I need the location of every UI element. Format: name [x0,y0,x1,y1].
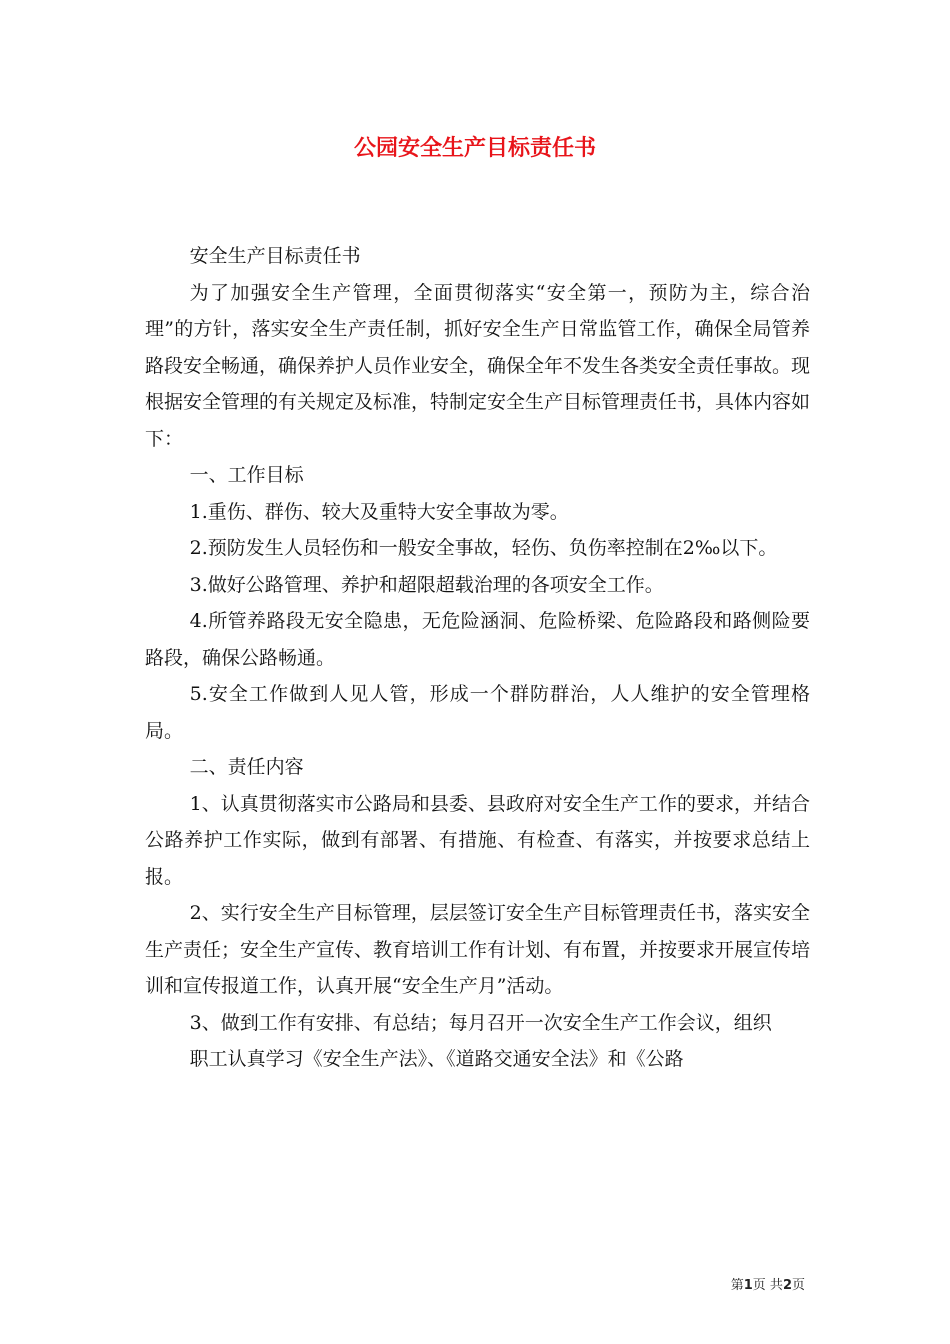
goal-item-1: 1.重伤、群伤、较大及重特大安全事故为零。 [189,500,569,523]
intro-paragraph: 为了加强安全生产管理，全面贯彻落实“安全第一，预防为主，综合治理”的方针，落实安全生产责任制，抓好安全生产日常监管工作，确保全局管养路段安全畅通，确保养护人员作业安全，确保全年不发生各类安全责任事故。现根据安全管理的有关规定及标准，特制定安全生产目标管理责任书，具体内容如下： [145,281,811,450]
goal-item-2: 2.预防发生人员轻伤和一般安全事故，轻伤、负伤率控制在2‰以下。 [189,537,778,559]
section-heading-responsibilities: 二、责任内容 [189,756,304,778]
footer-prefix: 第 [730,1278,744,1293]
responsibility-item-1: 1、认真贯彻落实市公路局和县委、县政府对安全生产工作的要求，并结合公路养护工作实际，做到有部署、有措施、有检查、有落实，并按要求总结上报。 [145,792,810,888]
responsibility-item-3: 3、做到工作有安排、有总结；每月召开一次安全生产工作会议，组织 [189,1011,772,1034]
page-footer [731,1277,805,1295]
footer-suffix: 页 [791,1278,805,1293]
document-body [145,238,810,1078]
goal-item-3: 3.做好公路管理、养护和超限超载治理的各项安全工作。 [189,573,664,596]
body-subtitle: 安全生产目标责任书 [189,245,361,267]
footer-total-pages: 2 [782,1278,792,1293]
page-title: 公园安全生产目标责任书 [353,136,596,161]
responsibility-item-2: 2、实行安全生产目标管理，层层签订安全生产目标管理责任书，落实安全生产责任；安全生产宣传、教育培训工作有计划、有布置，并按要求开展宣传培训和宣传报道工作，认真开展“安全生产月”活动。 [145,902,811,997]
goal-item-5: 5.安全工作做到人见人管，形成一个群防群治，人人维护的安全管理格局。 [145,683,810,742]
goal-item-4: 4.所管养路段无安全隐患，无危险涵洞、危险桥梁、危险路段和路侧险要路段，确保公路畅通。 [145,610,810,669]
responsibility-item-3-continued: 职工认真学习《安全生产法》、《道路交通安全法》和《公路 [189,1048,684,1070]
footer-middle: 页 共 [752,1278,783,1293]
footer-page-number: 1 [743,1278,753,1293]
section-heading-work-goals: 一、工作目标 [189,464,304,486]
